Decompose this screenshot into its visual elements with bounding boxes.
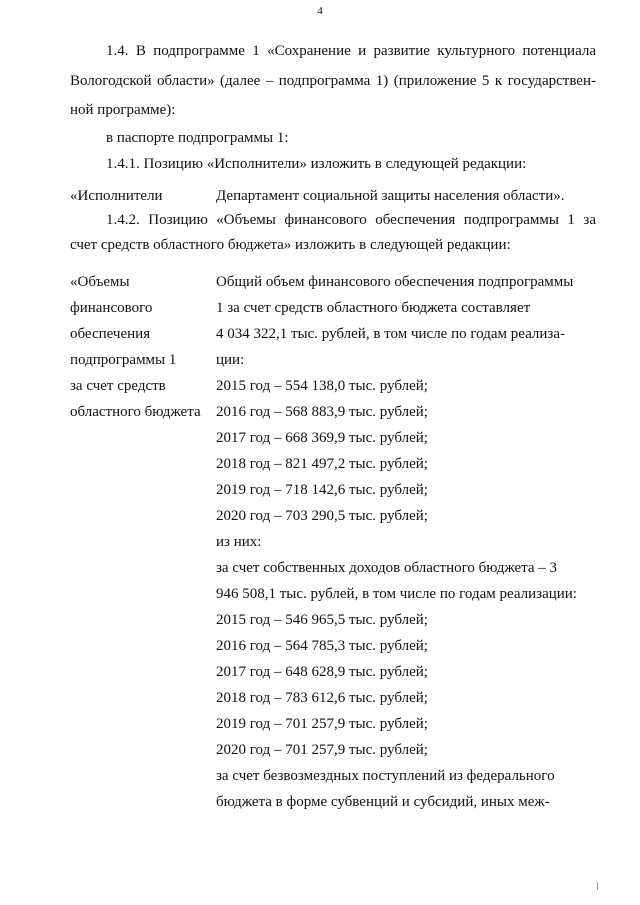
volumes-text-line: 2015 год – 546 965,5 тыс. рублей; [216,612,428,628]
volumes-label-line: «Объемы [70,274,130,290]
volumes-label-line: областного бюджета [70,404,201,420]
executors-value: Департамент социальной защиты населения области». [216,188,565,204]
volumes-text-line: 2016 год – 568 883,9 тыс. рублей; [216,404,428,420]
item-1-4-1: 1.4.1. Позицию «Исполнители» изложить в следующей редакции: [106,156,527,172]
volumes-text-line: 2020 год – 701 257,9 тыс. рублей; [216,742,428,758]
volumes-label-line: за счет средств [70,378,166,394]
paragraph-1-4-line-3: ной программе): [70,102,176,118]
volumes-text-line: ции: [216,352,245,368]
volumes-text-line: 2015 год – 554 138,0 тыс. рублей; [216,378,428,394]
volumes-text-line: за счет безвозмездных поступлений из федерального [216,768,555,784]
item-1-4-2-line-2: счет средств областного бюджета» изложить в следующей редакции: [70,237,511,253]
volumes-text-line: Общий объем финансового обеспечения подпрограммы [216,274,574,290]
volumes-text-line: 2017 год – 648 628,9 тыс. рублей; [216,664,428,680]
volumes-label-line: финансового [70,300,153,316]
volumes-text-line: за счет собственных доходов областного бюджета – 3 [216,560,558,576]
paragraph-1-4-line-2: Вологодской области» (далее – подпрограмма 1) (приложение 5 к государствен- [70,73,596,89]
item-1-4-2-line-1: 1.4.2. Позицию «Объемы финансового обеспечения подпрограммы 1 за [106,212,596,228]
scan-mark [597,882,598,890]
passport-intro: в паспорте подпрограммы 1: [106,130,289,146]
volumes-text-line: 2018 год – 783 612,6 тыс. рублей; [216,690,428,706]
volumes-label-line: подпрограммы 1 [70,352,177,368]
volumes-text-line: из них: [216,534,262,550]
page-number: 4 [317,5,323,17]
volumes-text-line: бюджета в форме субвенций и субсидий, иных меж- [216,794,550,810]
volumes-text-line: 2019 год – 718 142,6 тыс. рублей; [216,482,428,498]
volumes-text-line: 2020 год – 703 290,5 тыс. рублей; [216,508,428,524]
volumes-text-line: 1 за счет средств областного бюджета составляет [216,300,531,316]
volumes-text-line: 2017 год – 668 369,9 тыс. рублей; [216,430,428,446]
executors-label: «Исполнители [70,188,163,204]
volumes-text-line: 946 508,1 тыс. рублей, в том числе по годам реализации: [216,586,577,602]
volumes-text-line: 2016 год – 564 785,3 тыс. рублей; [216,638,428,654]
paragraph-1-4-line-1: 1.4. В подпрограмме 1 «Сохранение и развитие культурного потенциала [106,43,596,59]
volumes-text-line: 4 034 322,1 тыс. рублей, в том числе по годам реализа- [216,326,565,342]
volumes-label-line: обеспечения [70,326,151,342]
volumes-text-line: 2019 год – 701 257,9 тыс. рублей; [216,716,428,732]
volumes-text-line: 2018 год – 821 497,2 тыс. рублей; [216,456,428,472]
